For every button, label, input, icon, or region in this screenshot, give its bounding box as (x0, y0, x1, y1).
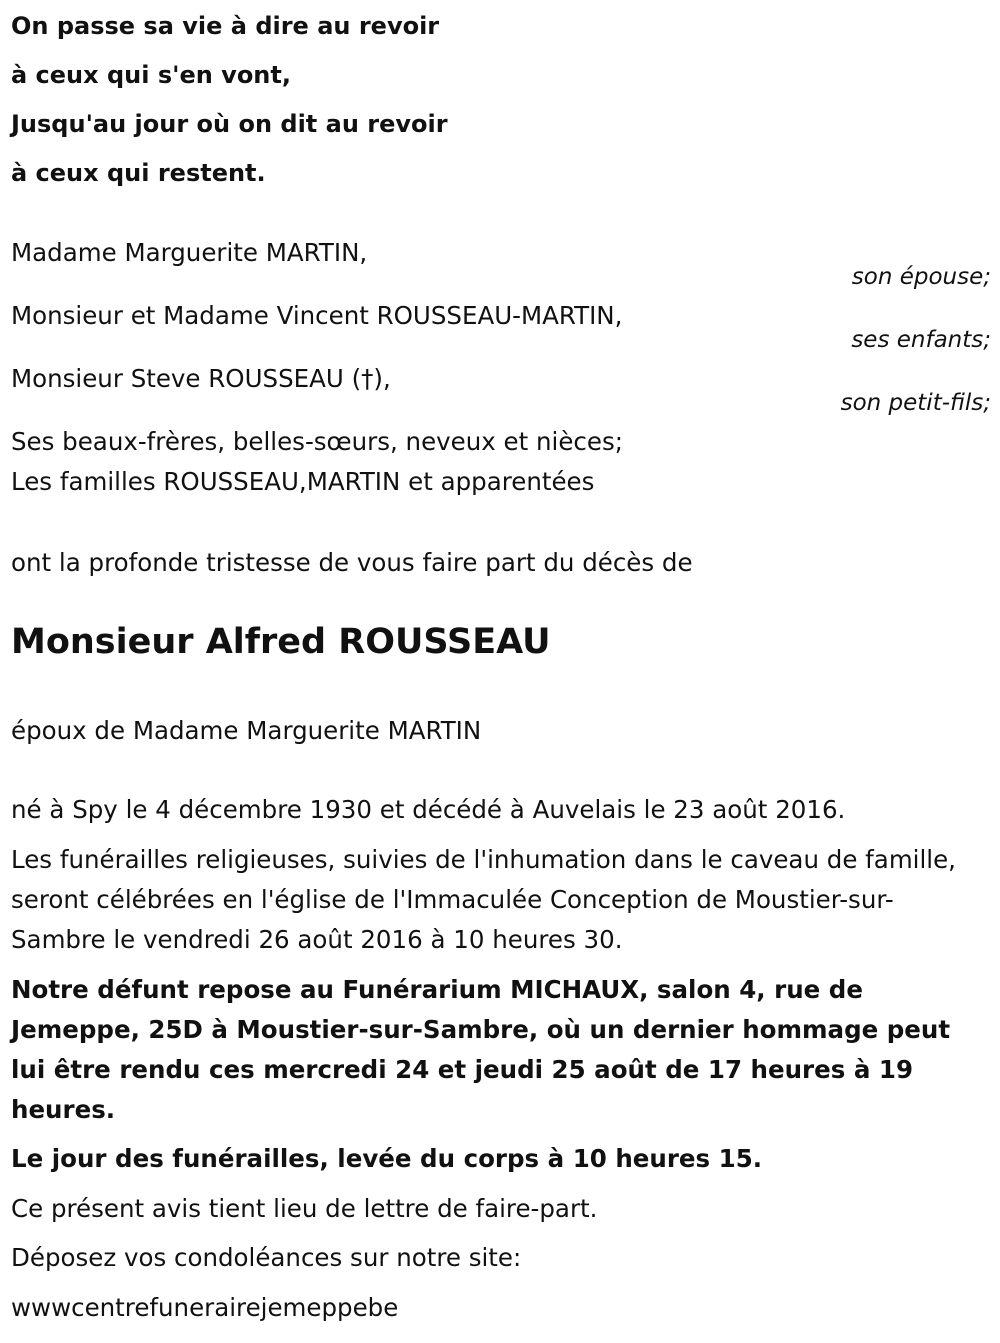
spouse-relation: son épouse; (851, 264, 991, 290)
announcement-line: ont la profonde tristesse de vous faire part du décès de (11, 548, 693, 577)
poem-line-3: Jusqu'au jour où on dit au revoir (11, 110, 448, 138)
inlaws-line: Ses beaux-frères, belles-sœurs, neveux et nièces; (11, 427, 623, 456)
grandson-name: Monsieur Steve ROUSSEAU (†), (11, 364, 391, 393)
poem-line-1: On passe sa vie à dire au revoir (11, 12, 440, 40)
removal-line: Le jour des funérailles, levée du corps à 10 heures 15. (11, 1144, 763, 1173)
funeral-paragraph: Les funérailles religieuses, suivies de l'inhumation dans le caveau de famille, seront célébrées en l'église de l'Immaculée Conception de Moustier-sur-Sambre le vendredi 26 août 2016 à 10 heures 30. (11, 845, 956, 954)
condolences-line: Déposez vos condoléances sur notre site: (11, 1243, 522, 1272)
birth-death-line: né à Spy le 4 décembre 1930 et décédé à Auvelais le 23 août 2016. (11, 795, 846, 824)
spouse-name: Madame Marguerite MARTIN, (11, 238, 368, 267)
notice-line: Ce présent avis tient lieu de lettre de faire-part. (11, 1194, 598, 1223)
deceased-name: Monsieur Alfred ROUSSEAU (11, 622, 551, 662)
children-relation: ses enfants; (851, 327, 991, 353)
poem (11, 2, 448, 198)
children-names: Monsieur et Madame Vincent ROUSSEAU-MARTIN, (11, 301, 623, 330)
poem-line-4: à ceux qui restent. (11, 159, 266, 187)
poem-line-2: à ceux qui s'en vont, (11, 61, 291, 89)
families-line: Les familles ROUSSEAU,MARTIN et apparentées (11, 467, 595, 496)
viewing-paragraph: Notre défunt repose au Funérarium MICHAUX, salon 4, rue de Jemeppe, 25D à Moustier-sur-Sambre, où un dernier hommage peut lui être rendu ces mercredi 24 et jeudi 25 août de 17 heures à 19 heures. (11, 975, 951, 1124)
grandson-relation: son petit-fils; (840, 390, 991, 416)
website-link[interactable]: wwwcentrefunerairejemeppebe (11, 1293, 399, 1322)
spouse-of-line: époux de Madame Marguerite MARTIN (11, 716, 482, 745)
